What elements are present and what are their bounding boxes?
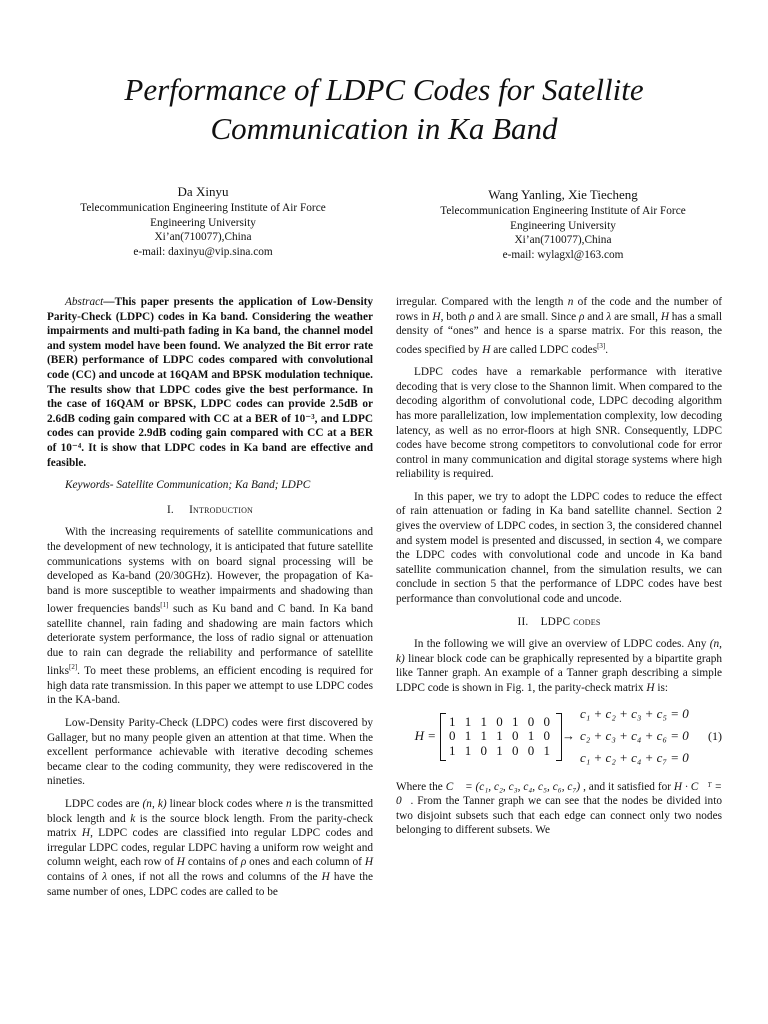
parity-check-matrix — [440, 713, 562, 761]
author-affiliation-2: Engineering University — [150, 216, 256, 229]
author-city: Xi’an(710077),China — [154, 231, 252, 243]
abstract — [47, 295, 373, 470]
check-equation: c₂ + c₃ + c₄ + c₆ = 0 — [580, 728, 689, 744]
equation-1 — [396, 704, 722, 770]
author-affiliation: Telecommunication Engineering Institute of Air Force — [440, 205, 686, 217]
author-name: Wang Yanling, Xie Tiecheng — [488, 187, 638, 202]
left-column — [47, 295, 373, 907]
author-email: e-mail: wylagxl@163.com — [502, 248, 624, 261]
citation: [2] — [68, 663, 78, 672]
title-line-1: Performance of LDPC Codes for Satellite — [124, 72, 644, 107]
check-equation: c₁ + c₂ + c₃ + c₅ = 0 — [580, 706, 689, 722]
paragraph-intro-2: Low-Density Parity-Check (LDPC) codes were first discovered by Gallager, but no many people given an attention at that time. When the excellent performance achievable with iterative decoding schemes became clear to the coding community, they were rediscovered in the nineties. — [47, 716, 373, 788]
paragraph-outline: In this paper, we try to adopt the LDPC codes to reduce the effect of rain attenuation or fading in Ka band satellite channel. Section 2 gives the overview of LDPC codes, in section 3, the considered channel and system model is presented and discussed, in section 4, we compare the LDPC codes with convolutional code and uncode in Ka band satellite communication channel, from the simulation results, we can conclude in section 5 that the performance of LDPC codes have best performance than convolutional code and uncode. — [396, 490, 722, 606]
paragraph-performance: LDPC codes have a remarkable performance with iterative decoding that is very close to the Shannon limit. When compared to the decoding algorithm of convolutional code, LDPC decoding algorithm has more parallelization, low implementation complexity, low decoding latency, as well as no error-floors at high SNR. Consequently, LDPC codes have become strong competitors to convolutional code for error control in many communication and digital storage systems where high reliability is required. — [396, 366, 722, 481]
author-affiliation: Telecommunication Engineering Institute of Air Force — [80, 202, 326, 214]
title-line-2: Communication in Ka Band — [210, 111, 558, 146]
equation-number: (1) — [708, 729, 722, 744]
paragraph-ldpc-overview: In the following we will give an overview of LDPC codes. Any (n, k) linear block code can be graphically represented by a bipartite graph like Tanner graph. An example of a Tanner graph describing a simple LDPC code is shown in Fig. 1, the parity-check matrix H is: — [396, 638, 722, 695]
author-block-2 — [398, 186, 728, 262]
section-heading-ldpc: II. LDPC codes — [517, 615, 601, 628]
paper-title — [0, 70, 768, 148]
author-affiliation-2: Engineering University — [510, 219, 616, 232]
equation-lhs: H = — [414, 728, 436, 744]
matrix-row: 1 1 0 1 0 0 1 — [449, 742, 553, 758]
author-block-1 — [40, 183, 366, 259]
author-email: e-mail: daxinyu@vip.sina.com — [133, 245, 273, 258]
section-heading-introduction: I. Introduction — [166, 503, 254, 516]
right-column — [396, 295, 722, 846]
matrix-row: 1 1 1 0 1 0 0 — [449, 713, 553, 729]
keywords: Keywords- Satellite Communication; Ka Band; LDPC — [65, 479, 311, 492]
arrow-symbol: → — [562, 728, 575, 744]
citation: [3] — [597, 341, 606, 350]
paragraph-intro-1: With the increasing requirements of satellite communications and the development of new technology, it is anticipated that future satellite communications systems with on board signal processing will be developed as Ka-band (20/30GHz). However, the propagation of Ka-band is more susceptible to weather impairments and shadowing than lower frequencies bands[1] such as Ku band and C band. In Ka band satellite channel, rain fading and shadowing are main factors which deteriorate system performance, the loss of radio signal or attenuation due to rain can degrade the reliability and performance of satellite links[2]. To meet these problems, an efficient encoding is required for high data rate transmission. In this paper we attempt to use LDPC codes in the KA-band. — [47, 526, 373, 707]
author-city: Xi’an(710077),China — [514, 234, 612, 246]
check-equation: c₁ + c₂ + c₄ + c₇ = 0 — [580, 750, 689, 766]
citation: [1] — [160, 601, 169, 610]
paragraph-intro-3: LDPC codes are (n, k) linear block codes where n is the transmitted block length and k is the source block length. From the parity-check matrix H, LDPC codes are classified into regular LDPC codes and irregular LDPC codes, regular LDPC having a uniform row weight and column weight, each row of H contains of ρ ones and each column of H contains of λ ones, if not all the rows and columns of the H have the same number of ones, LDPC codes are called to be — [47, 797, 374, 898]
matrix-row: 0 1 1 1 0 1 0 — [449, 728, 553, 744]
author-name: Da Xinyu — [177, 184, 229, 199]
paragraph-tanner: Where the C⃗ = (c₁, c₂, c₃, c₄, c₅, c₆, c₇) , and it satisfied for H · C⃗ᵀ = 0⃗. From the Tanner graph we can see that the nodes be divided into two disjoint subsets such that each edge can connect only two nodes belonging to different subsets. We — [396, 780, 722, 837]
abstract-label: Abstract — [65, 296, 104, 308]
abstract-text: —This paper presents the application of Low-Density Parity-Check (LDPC) codes in Ka band. Considering the weather impairments and multi-path fading in Ka band, the channel model and system model have been found. We analyzed the Bit error rate (BER) performance of LDPC codes compared with convolutional code (CC) and uncode at 16QAM and BPSK modulation technique. The results show that LDPC codes give the best performance. In the case of 16QAM or BPSK, LDPC codes can provide 2.5dB or 2.6dB coding gain compared with CC at a BER of 10⁻³, and LDPC codes can provide 2.9dB coding gain compared with CC at a BER of 10⁻⁴. It is show that LDPC codes in Ka band are effective and feasible. — [47, 296, 373, 469]
paragraph-irregular: irregular. Compared with the length n of the code and the number of rows in H, both ρ and λ are small. Since ρ and λ are small, H has a small density of “ones” and hence is a sparse matrix. For this reason, the codes specified by H are called LDPC codes[3]. — [396, 296, 723, 356]
